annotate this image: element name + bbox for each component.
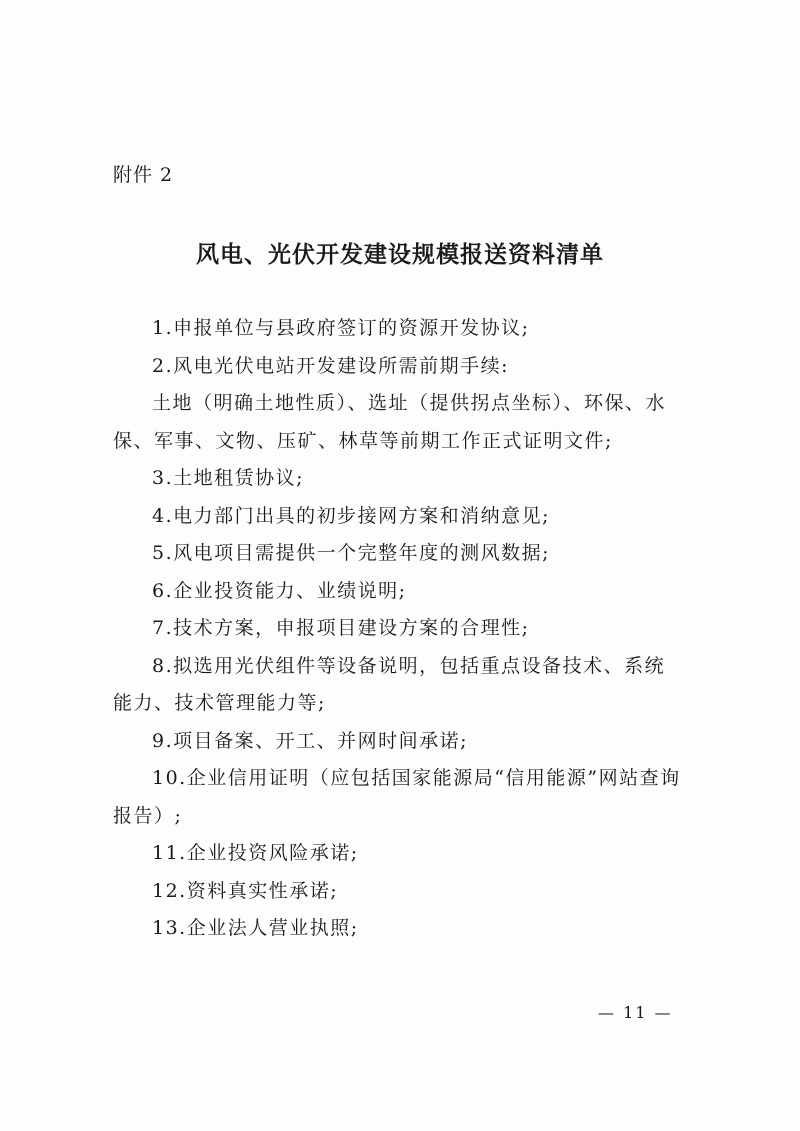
list-item: 土地（明确土地性质）、选址（提供拐点坐标）、环保、水保、军事、文物、压矿、林草等前期工作正式证明文件; — [113, 392, 667, 452]
list-item: 1.申报单位与县政府签订的资源开发协议; — [152, 317, 530, 339]
list-item: 11.企业投资风险承诺; — [152, 842, 359, 864]
document-title: 风电、光伏开发建设规模报送资料清单 — [196, 241, 604, 268]
list-item: 3.土地租赁协议; — [152, 467, 305, 489]
list-item: 4.电力部门出具的初步接网方案和消纳意见; — [152, 504, 551, 527]
list-item: 7.技术方案，申报项目建设方案的合理性; — [152, 617, 530, 639]
list-item: 2.风电光伏电站开发建设所需前期手续: — [152, 354, 510, 377]
list-item: 13.企业法人营业执照; — [152, 917, 359, 939]
list-item: 5.风电项目需提供一个完整年度的测风数据; — [152, 542, 551, 564]
list-item: 9.项目备案、开工、并网时间承诺; — [152, 729, 469, 752]
attachment-label: 附件 2 — [113, 164, 174, 186]
list-item: 12.资料真实性承诺; — [152, 879, 339, 902]
list-item: 6.企业投资能力、业绩说明; — [152, 579, 407, 602]
requirements-list — [113, 310, 683, 948]
list-item: 8.拟选用光伏组件等设备说明，包括重点设备技术、系统能力、技术管理能力等; — [113, 654, 666, 714]
list-item: 10.企业信用证明（应包括国家能源局“信用能源”网站查询报告）; — [113, 767, 681, 827]
page-number: — 11 — — [598, 1003, 673, 1022]
